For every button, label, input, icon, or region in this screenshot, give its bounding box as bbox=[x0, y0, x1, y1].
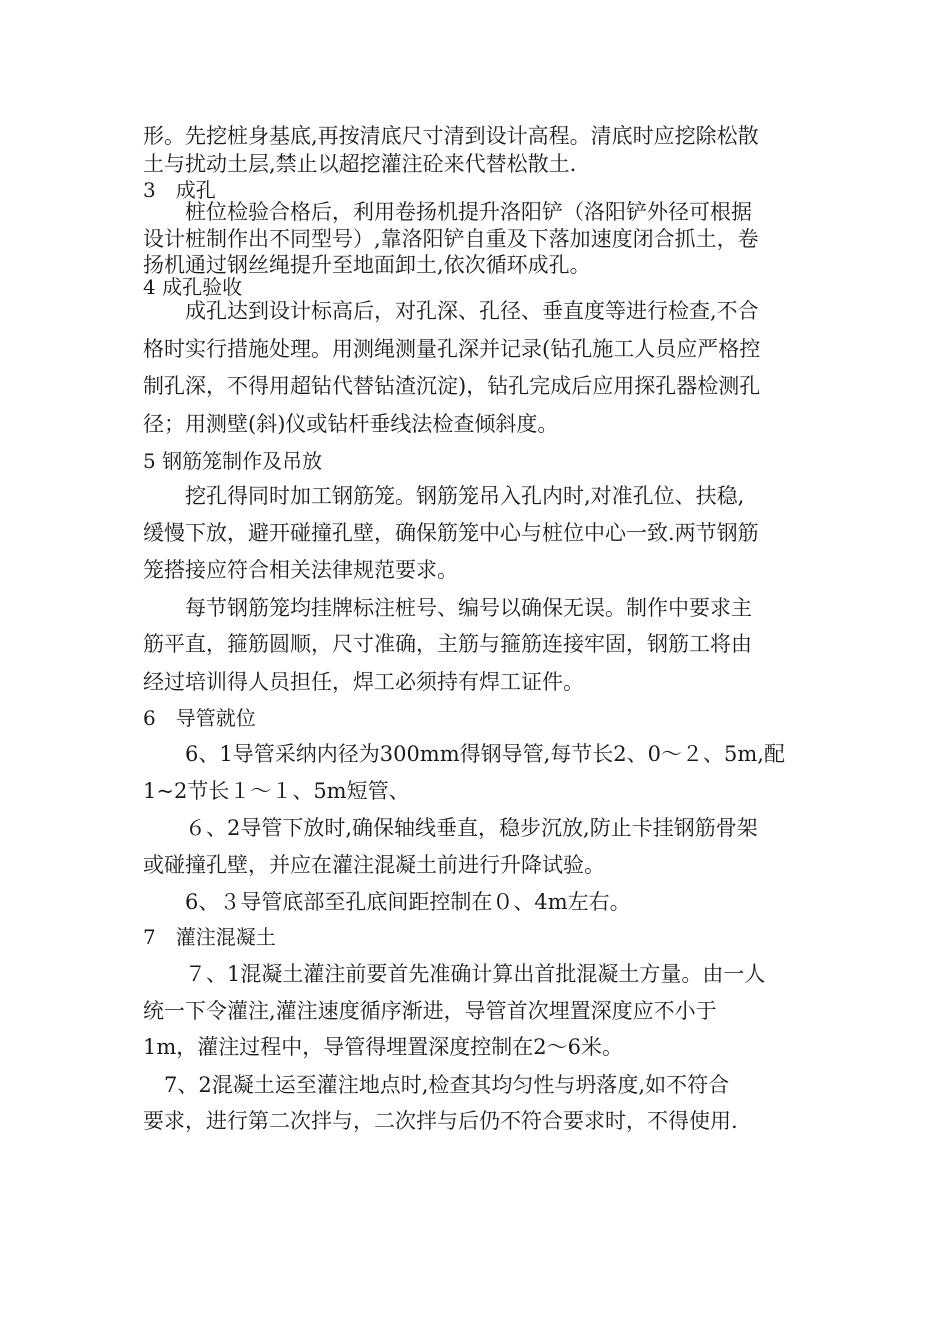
paragraph-line: 格时实行措施处理。用测绳测量孔深并记录(钻孔施工人员应严格控 bbox=[143, 337, 761, 361]
paragraph-line: 7、2混凝土运至灌注地点时,检查其均匀性与坍落度,如不符合 bbox=[143, 1073, 730, 1097]
paragraph-line: 经过培训得人员担任，焊工必须持有焊工证件。 bbox=[143, 670, 584, 694]
paragraph-line: ６、2导管下放时,确保轴线垂直，稳步沉放,防止卡挂钢筋骨架 bbox=[143, 816, 758, 840]
paragraph-line: ７、1混凝土灌注前要首先准确计算出首批混凝土方量。由一人 bbox=[143, 962, 766, 986]
section-heading-5: 5 钢筋笼制作及吊放 bbox=[143, 449, 323, 473]
paragraph-line: 要求，进行第二次拌与，二次拌与后仍不符合要求时，不得使用. bbox=[143, 1109, 738, 1133]
paragraph-line: 土与扰动土层,禁止以超挖灌注砼来代替松散土. bbox=[143, 152, 577, 176]
paragraph-line: 1~2节长１～１、5m短管、 bbox=[143, 779, 410, 803]
paragraph-line: 挖孔得同时加工钢筋笼。钢筋笼吊入孔内时,对准孔位、扶稳, bbox=[143, 484, 745, 508]
paragraph-line: 6、1导管采纳内径为300mm得钢导管,每节长2、0～２、5m,配 bbox=[143, 742, 785, 766]
paragraph-line: 形。先挖桩身基底,再按清底尺寸清到设计高程。清底时应挖除松散 bbox=[143, 124, 759, 148]
paragraph-line: 设计桩制作出不同型号）,靠洛阳铲自重及下落加速度闭合抓土，卷 bbox=[143, 227, 759, 251]
paragraph-line: 1m，灌注过程中，导管得埋置深度控制在2～6米。 bbox=[143, 1035, 623, 1059]
section-heading-6: 6 导管就位 bbox=[143, 706, 256, 730]
paragraph-line: 桩位检验合格后，利用卷扬机提升洛阳铲（洛阳铲外径可根据 bbox=[143, 200, 752, 224]
paragraph-line: 6、３导管底部至孔底间距控制在０、4m左右。 bbox=[143, 890, 631, 914]
paragraph-line: 径；用测壁(斜)仪或钻杆垂线法检查倾斜度。 bbox=[143, 412, 559, 436]
paragraph-line: 筋平直，箍筋圆顺，尺寸准确，主筋与箍筋连接牢固，钢筋工将由 bbox=[143, 632, 752, 656]
section-heading-7: 7 灌注混凝土 bbox=[143, 925, 276, 949]
paragraph-line: 成孔达到设计标高后，对孔深、孔径、垂直度等进行检查,不合 bbox=[143, 299, 759, 323]
paragraph-line: 每节钢筋笼均挂牌标注桩号、编号以确保无误。制作中要求主 bbox=[143, 596, 752, 620]
paragraph-line: 扬机通过钢丝绳提升至地面卸土,依次循环成孔。 bbox=[143, 253, 591, 277]
section-heading-3: 3 成孔 bbox=[143, 178, 216, 202]
paragraph-line: 缓慢下放，避开碰撞孔壁，确保筋笼中心与桩位中心一致.两节钢筋 bbox=[143, 521, 759, 545]
paragraph-line: 笼搭接应符合相关法律规范要求。 bbox=[143, 558, 458, 582]
paragraph-line: 制孔深，不得用超钻代替钻渣沉淀)，钻孔完成后应用探孔器检测孔 bbox=[143, 374, 761, 398]
paragraph-line: 或碰撞孔壁，并应在灌注混凝土前进行升降试验。 bbox=[143, 853, 605, 877]
section-heading-4: 4 成孔验收 bbox=[143, 275, 243, 299]
paragraph-line: 统一下令灌注,灌注速度循序渐进，导管首次埋置深度应不小于 bbox=[143, 999, 717, 1023]
